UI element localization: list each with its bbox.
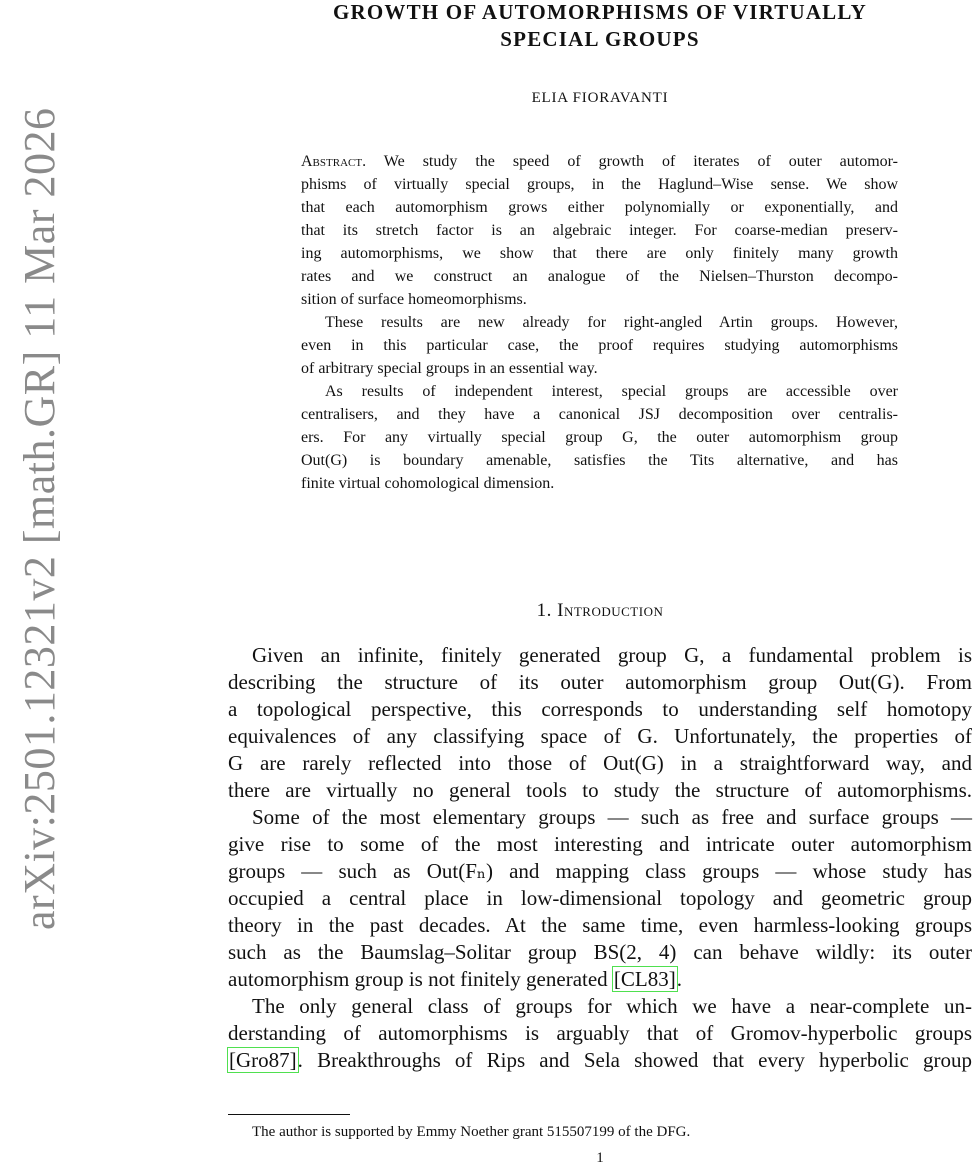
footnote: The author is supported by Emmy Noether grant 515507199 of the DFG. — [252, 1124, 691, 1140]
abstract-line: These results are new already for right-angled Artin groups. However, — [325, 314, 898, 331]
footnote-divider — [228, 1114, 350, 1115]
abstract-line: ing automorphisms, we show that there are only finitely many growth — [301, 245, 898, 262]
paper-title-line-2: SPECIAL GROUPS — [500, 27, 700, 51]
body-line: derstanding of automorphisms is arguably that of Gromov-hyperbolic groups — [228, 1021, 972, 1045]
body-line: there are virtually no general tools to study the structure of automorphisms. — [228, 778, 972, 802]
body-line — [228, 966, 972, 993]
section-title: Introduction — [557, 600, 664, 621]
abstract-line: ers. For any virtually special group G, the outer automorphism group — [301, 429, 898, 446]
citation-link-cl83[interactable]: [CL83] — [613, 967, 676, 991]
abstract-line: phisms of virtually special groups, in the Haglund–Wise sense. We show — [301, 176, 898, 193]
abstract-label: Abstract. — [301, 153, 367, 170]
paper-title-line-1: GROWTH OF AUTOMORPHISMS OF VIRTUALLY — [332, 0, 868, 24]
body-line: Given an infinite, finitely generated group G, a fundamental problem is — [252, 643, 972, 667]
body-line: theory in the past decades. At the same time, even harmless-looking groups — [228, 913, 972, 937]
abstract-text: We study the speed of growth of iterates of outer automor- — [366, 153, 898, 170]
body-line: describing the structure of its outer automorphism group Out(G). From — [228, 670, 972, 694]
author-name: ELIA FIORAVANTI — [531, 90, 669, 106]
body-line: G are rarely reflected into those of Out(G) in a straightforward way, and — [228, 751, 972, 775]
abstract-line: even in this particular case, the proof requires studying automorphisms — [301, 337, 898, 354]
section-number: 1. — [536, 600, 552, 621]
abstract-line: rates and we construct an analogue of the Nielsen–Thurston decompo- — [301, 268, 898, 285]
abstract-line — [301, 150, 898, 173]
abstract-line: that its stretch factor is an algebraic integer. For coarse-median preserv- — [301, 222, 898, 239]
abstract-line: centralisers, and they have a canonical JSJ decomposition over centralis- — [301, 406, 898, 423]
abstract-line: that each automorphism grows either polynomially or exponentially, and — [301, 199, 898, 216]
body-line: occupied a central place in low-dimensional topology and geometric group — [228, 886, 972, 910]
body-line: equivalences of any classifying space of G. Unfortunately, the properties of — [228, 724, 972, 748]
body-text-segment: . Breakthroughs of Rips and Sela showed that every hyperbolic group — [297, 1048, 972, 1072]
body-text-segment: automorphism group is not finitely generated — [228, 967, 613, 991]
arxiv-identifier: arXiv:2501.12321v2 [math.GR] 11 Mar 2026 — [15, 107, 64, 930]
abstract-line: As results of independent interest, special groups are accessible over — [325, 383, 898, 400]
section-heading — [228, 600, 972, 622]
citation-link-gro87[interactable]: [Gro87] — [229, 1048, 297, 1072]
body-line — [228, 1047, 972, 1074]
page-number: 1 — [596, 1150, 604, 1166]
body-line: groups — such as Out(Fₙ) and mapping class groups — whose study has — [228, 859, 972, 883]
abstract-line: sition of surface homeomorphisms. — [301, 291, 527, 308]
body-line: such as the Baumslag–Solitar group BS(2, 4) can behave wildly: its outer — [228, 940, 972, 964]
body-line: a topological perspective, this corresponds to understanding self homotopy — [228, 697, 972, 721]
abstract-line: of arbitrary special groups in an essential way. — [301, 360, 598, 377]
body-text-segment: . — [676, 967, 682, 991]
abstract-line: Out(G) is boundary amenable, satisfies the Tits alternative, and has — [301, 452, 898, 469]
body-line: give rise to some of the most interesting and intricate outer automorphism — [228, 832, 972, 856]
body-line: Some of the most elementary groups — such as free and surface groups — — [252, 805, 972, 829]
body-line: The only general class of groups for which we have a near-complete un- — [252, 994, 972, 1018]
abstract-line: finite virtual cohomological dimension. — [301, 475, 555, 492]
